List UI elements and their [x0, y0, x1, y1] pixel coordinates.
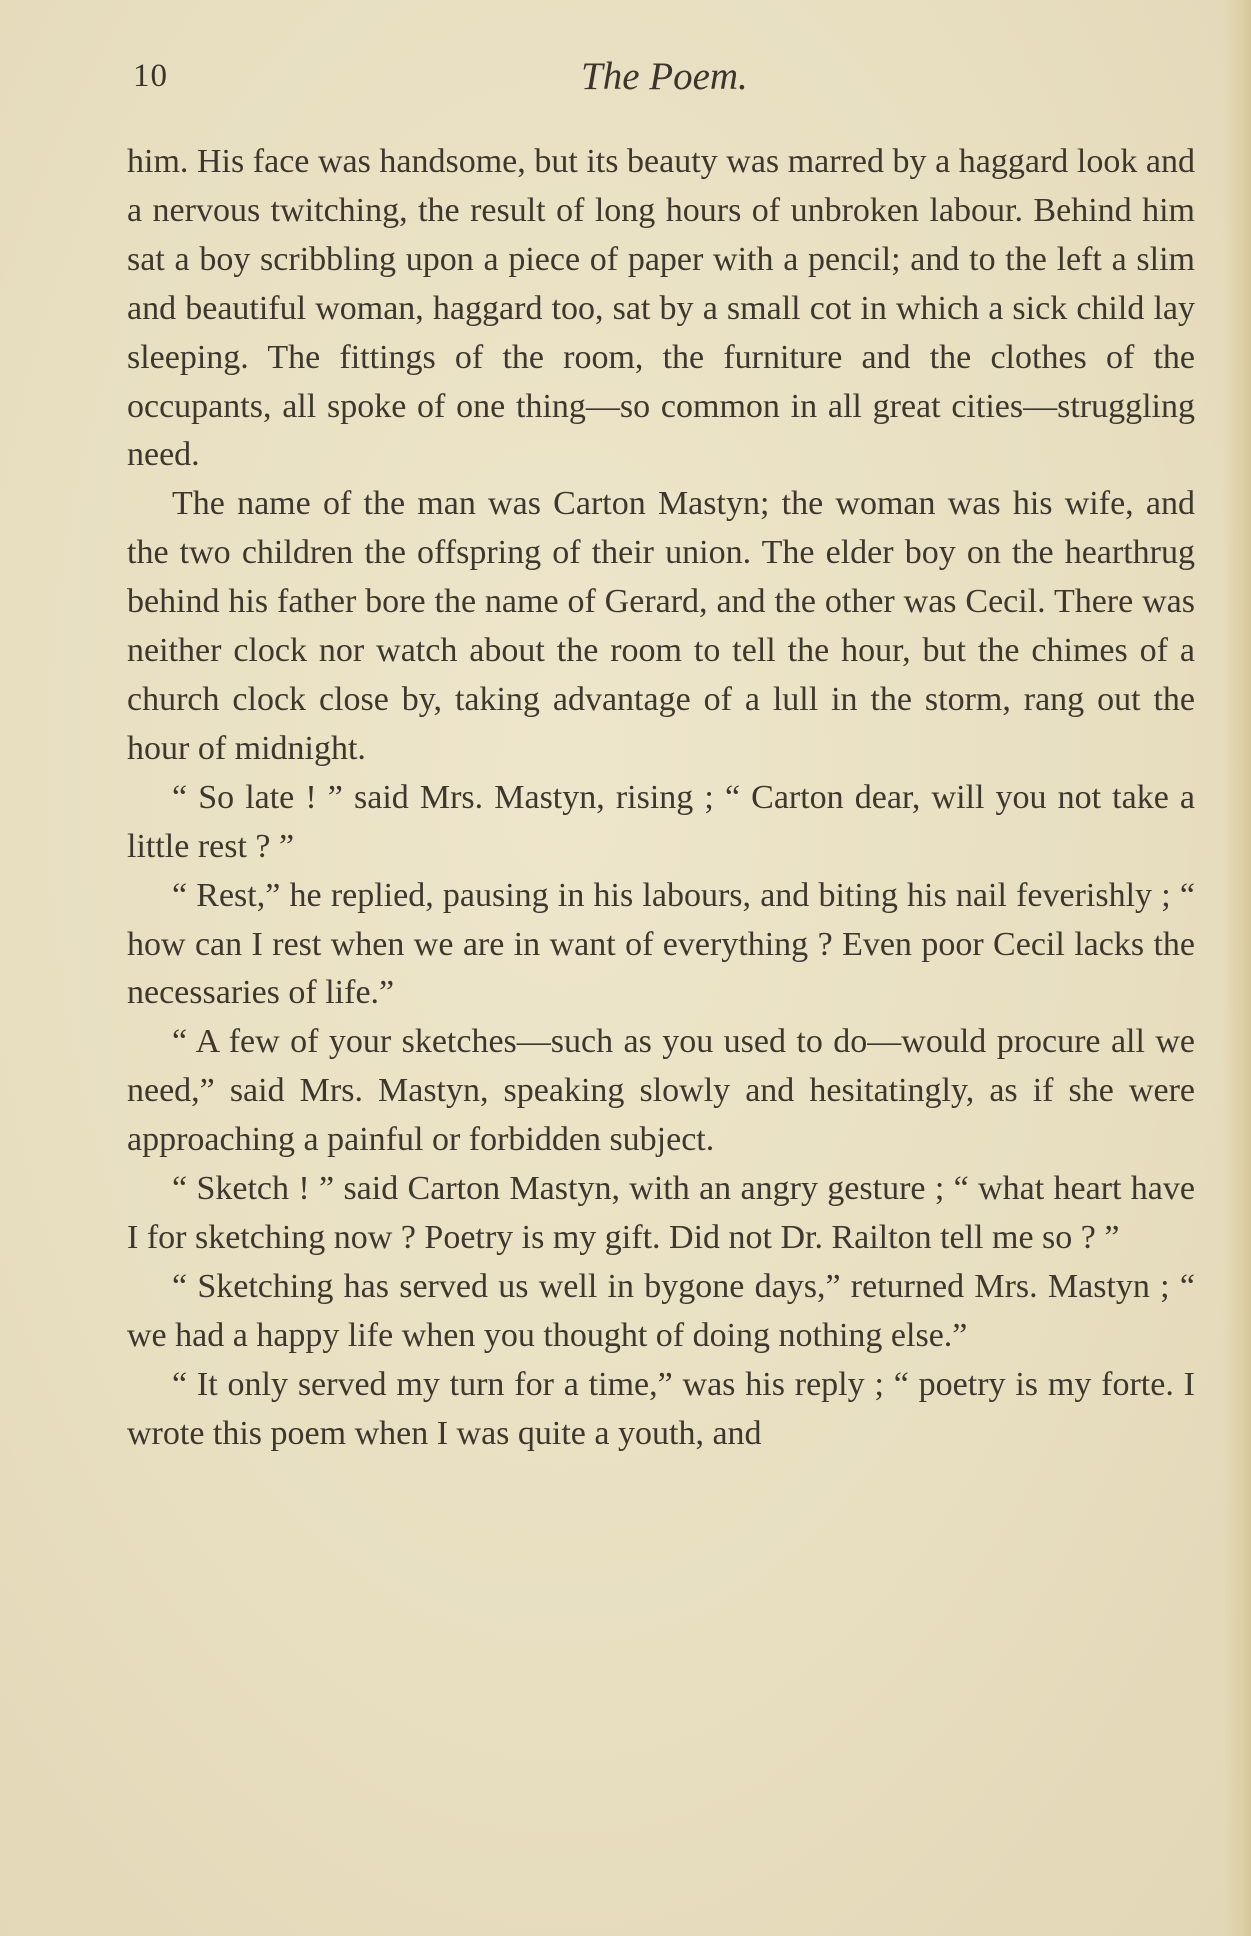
- body-text: [127, 138, 1195, 1458]
- paragraph: “ It only served my turn for a time,” was his reply ; “ poetry is my forte. I wrote this poem when I was quite a youth, and: [127, 1365, 1195, 1452]
- page-edge-shadow: [1223, 0, 1251, 1936]
- paragraph-continued: him. His face was handsome, but its beauty was marred by a haggard look and a nervous twitching, the result of long hours of unbroken labour. Behind him sat a boy scribbling upon a piece of paper with a pencil; and to the left a slim and beautiful woman, haggard too, sat by a small cot in which a sick child lay sleeping. The fittings of the room, the furniture and the clothes of the occupants, all spoke of one thing—so common in all great cities—struggling need.: [127, 143, 1195, 474]
- running-head: [133, 52, 1193, 112]
- paragraph: The name of the man was Carton Mastyn; the woman was his wife, and the two children the offspring of their union. The elder boy on the hearthrug behind his father bore the name of Gerard, and the other was Cecil. There was neither clock nor watch about the room to tell the hour, but the chimes of a church clock close by, taking advantage of a lull in the storm, rang out the hour of midnight.: [127, 485, 1195, 767]
- paragraph: “ Rest,” he replied, pausing in his labours, and biting his nail feverishly ; “ how can I rest when we are in want of everything ? Even poor Cecil lacks the necessaries of life.”: [127, 876, 1195, 1012]
- paragraph: “ A few of your sketches—such as you used to do—would procure all we need,” said Mrs. Mastyn, speaking slowly and hesitatingly, as if she were approaching a painful or forbidden subject.: [127, 1023, 1195, 1159]
- paragraph: “ So late ! ” said Mrs. Mastyn, rising ; “ Carton dear, will you not take a little rest ? ”: [127, 778, 1195, 865]
- running-title: The Poem.: [581, 55, 748, 98]
- page-number: 10: [133, 58, 168, 94]
- paragraph: “ Sketch ! ” said Carton Mastyn, with an angry gesture ; “ what heart have I for sketching now ? Poetry is my gift. Did not Dr. Railton tell me so ? ”: [127, 1170, 1195, 1256]
- paragraph: “ Sketching has served us well in bygone days,” returned Mrs. Mastyn ; “ we had a happy life when you thought of doing nothing else.”: [127, 1267, 1195, 1354]
